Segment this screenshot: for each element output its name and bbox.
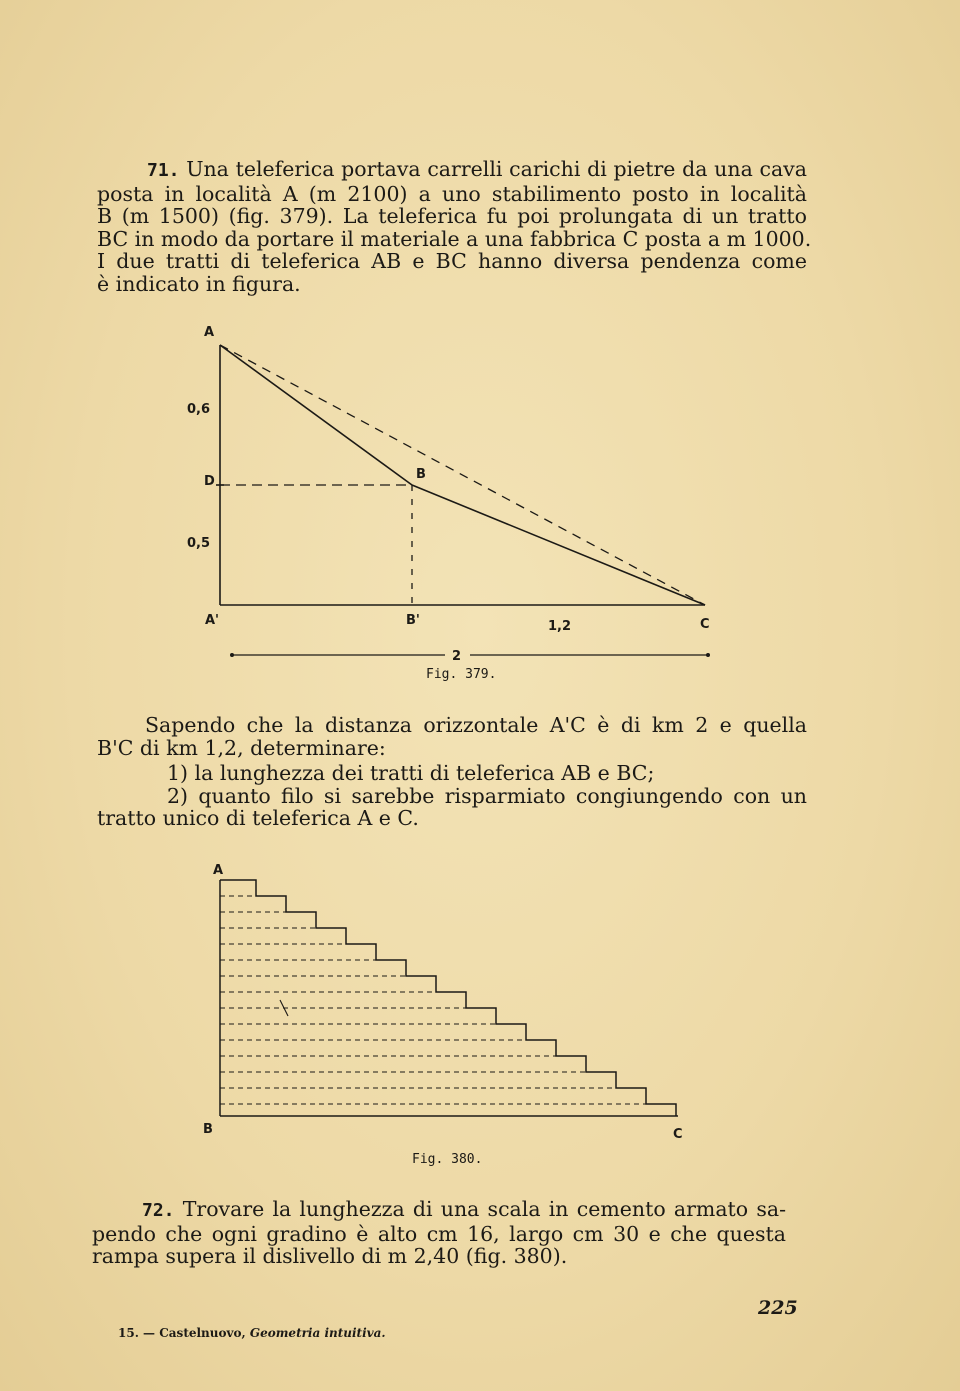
fig379-label-A-prime: A' xyxy=(205,613,220,628)
fig379-label-B: B xyxy=(416,467,426,482)
question-text xyxy=(97,714,807,830)
fig379-label-0-6: 0,6 xyxy=(187,402,211,417)
problem-72-line-2: pendo che ogni gradino è alto cm 16, largo cm 30 e che questa xyxy=(92,1221,786,1246)
problem-71-line-4: BC in modo da portare il materiale a una fabbrica C posta a m 1000. xyxy=(97,226,812,251)
page-number: 225 xyxy=(758,1297,798,1319)
figure-380 xyxy=(220,880,678,1116)
problem-72-line-3: rampa supera il dislivello di m 2,40 (fig. 380). xyxy=(92,1244,568,1269)
problem-72-number: 72. xyxy=(142,1200,175,1221)
fig379-caption: Fig. 379. xyxy=(426,667,497,682)
fig379-segment-AB xyxy=(220,345,412,485)
question-line-2: B'C di km 1,2, determinare: xyxy=(97,735,386,760)
footer-source-author: Castelnuovo, xyxy=(159,1326,250,1340)
question-line-5: tratto unico di teleferica A e C. xyxy=(97,806,419,831)
problem-72-text xyxy=(92,1198,786,1268)
fig379-dashed-AC xyxy=(220,345,705,605)
footer-source xyxy=(118,1326,386,1340)
footer-source-prefix: 15. — xyxy=(118,1326,160,1340)
question-line-1: Sapendo che la distanza orizzontale A'C è di km 2 e quella xyxy=(145,713,807,737)
fig379-label-A: A xyxy=(204,325,215,340)
fig380-dashed-treads xyxy=(220,896,646,1104)
problem-71-line-2: posta in località A (m 2100) a uno stabilimento posto in località xyxy=(97,181,807,206)
question-line-4: 2) quanto filo si sarebbe risparmiato congiungendo con un xyxy=(167,783,807,808)
problem-71-line-5: I due tratti di teleferica AB e BC hanno diversa pendenza come xyxy=(97,249,807,274)
fig379-label-D: D xyxy=(204,474,215,489)
fig379-segment-BC xyxy=(412,485,705,605)
fig379-dimension-arrow-right xyxy=(706,653,710,657)
fig379-label-total-2: 2 xyxy=(452,649,462,664)
problem-71-line-6: è indicato in figura. xyxy=(97,271,301,296)
fig379-label-1-2: 1,2 xyxy=(548,619,572,634)
fig379-dimension-arrow-left xyxy=(230,653,234,657)
fig380-label-B: B xyxy=(203,1122,213,1137)
problem-72-line-1: Trovare la lunghezza di una scala in cemento armato sa- xyxy=(182,1197,786,1221)
fig380-label-A: A xyxy=(213,863,224,878)
problem-71-line-3: B (m 1500) (fig. 379). La teleferica fu poi prolungata di un tratto xyxy=(97,204,807,229)
fig380-label-C: C xyxy=(673,1127,683,1142)
fig380-caption: Fig. 380. xyxy=(412,1152,483,1167)
footer-source-title: Geometria intuitiva. xyxy=(249,1326,386,1340)
question-line-3: 1) la lunghezza dei tratti di teleferica AB e BC; xyxy=(167,761,655,786)
problem-71-number: 71. xyxy=(147,160,180,181)
problem-71-line-1: Una teleferica portava carrelli carichi di pietre da una cava xyxy=(186,157,807,181)
fig379-label-C: C xyxy=(700,617,710,632)
fig380-staircase xyxy=(220,880,676,1116)
fig379-label-0-5: 0,5 xyxy=(187,536,211,551)
fig379-label-B-prime: B' xyxy=(406,613,420,628)
